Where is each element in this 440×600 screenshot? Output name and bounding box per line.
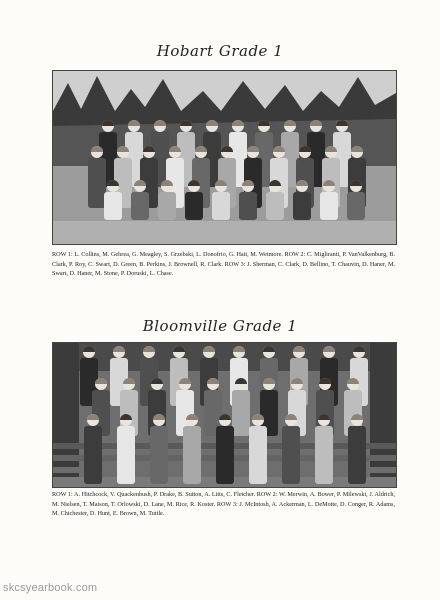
bloomville-class-photo — [52, 342, 397, 488]
hobart-caption: ROW 1: L. Collins, M. Gehrea, G. Meagley, S. Grzebski, L. Donofrio, G. Hait, M. Wetmore. ROW 2: C. Migliranti, P. VanValkenburg, B. Clark, P. Roy, C. Swart, D. Green, B. Perkins, J. Brownell, R. Clark. ROW 3: J. Sherman, C. Clark, D. Bellino, T. Chauvin, D. Haner, M. Swart, D. Haner, M. Stone, P. Doruski, L. Chase. — [52, 251, 395, 278]
bloomville-section-title: Bloomville Grade 1 — [142, 317, 298, 335]
hobart-class-photo — [52, 70, 397, 245]
site-watermark: skcsyearbook.com — [3, 582, 98, 594]
hobart-section-title: Hobart Grade 1 — [156, 42, 284, 60]
bloomville-caption: ROW 1: A. Hitchcock, V. Quackenbush, P. Drake, B. Sutton, A. Litts, C. Fletcher. ROW 2: W. Merwin, A. Bower, P. Milewski, J. Aldrich, M. Nielsen, T. Maison, T. Orlowski, D. Lane, M. Rice, R. Koster. ROW 3: J. McIntosh, A. Ackerman, L. DeMotte, D. Conger, R. Adams, M. Chichester, D. Hunt, E. Brown, M. Tuttle. — [52, 491, 395, 518]
